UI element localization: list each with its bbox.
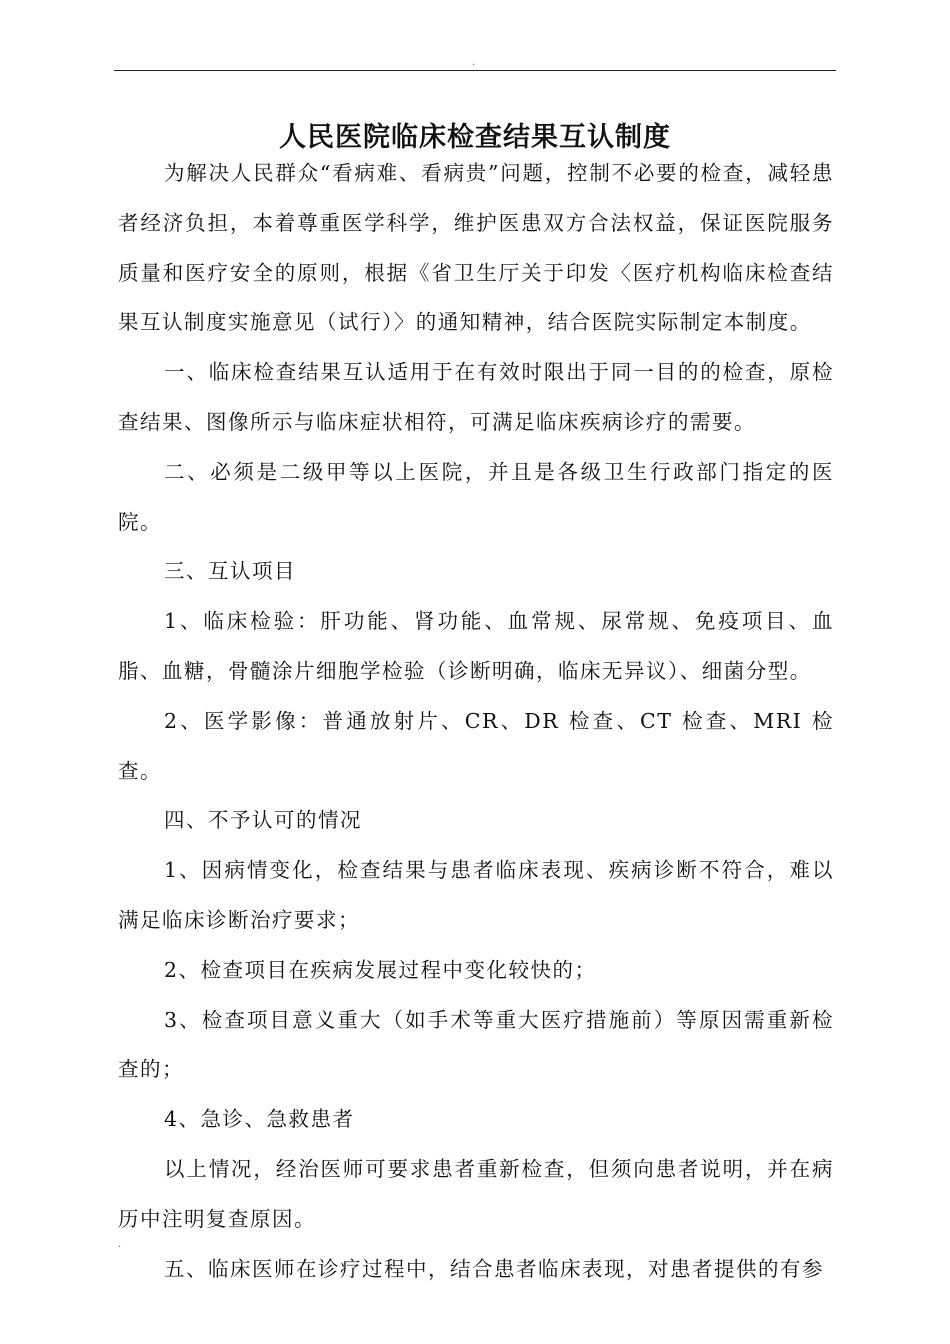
paragraph-section-2: 二、必须是二级甲等以上医院，并且是各级卫生行政部门指定的医院。: [118, 459, 834, 534]
paragraph-note: 以上情况，经治医师可要求患者重新检查，但须向患者说明，并在病历中注明复查原因。: [118, 1156, 834, 1231]
document-title: 人民医院临床检查结果互认制度: [279, 122, 671, 154]
paragraph-item-clinical-lab: 1、临床检验：肝功能、肾功能、血常规、尿常规、免疫项目、血脂、血糖，骨髓涂片细胞学检验（诊断明确，临床无异议）、细菌分型。: [118, 609, 834, 683]
footer-mark: .: [118, 1239, 122, 1250]
paragraph-item-imaging: 2、医学影像：普通放射片、CR、DR 检查、CT 检查、MRI 检查。: [118, 708, 834, 783]
header-rule: [114, 70, 836, 71]
document-body: [118, 149, 834, 1294]
heading-section-4: 四、不予认可的情况: [164, 808, 362, 833]
paragraph-exception-1: 1、因病情变化，检查结果与患者临床表现、疾病诊断不符合，难以满足临床诊断治疗要求；: [118, 858, 834, 932]
paragraph-intro: 为解决人民群众“看病难、看病贵”问题，控制不必要的检查，减轻患者经济负担，本着尊重医学科学，维护医患双方合法权益，保证医院服务质量和医疗安全的原则，根据《省卫生厅关于印发〈医疗机构临床检查结果互认制度实施意见（试行）〉的通知精神，结合医院实际制定本制度。: [118, 161, 834, 335]
paragraph-exception-4: 4、急诊、急救患者: [164, 1107, 355, 1132]
heading-section-3: 三、互认项目: [164, 559, 296, 584]
header-mark: .: [472, 57, 476, 68]
paragraph-section-5: 五、临床医师在诊疗过程中，结合患者临床表现，对患者提供的有参: [164, 1256, 824, 1281]
paragraph-exception-3: 3、检查项目意义重大（如手术等重大医疗措施前）等原因需重新检查的；: [118, 1007, 834, 1082]
paragraph-exception-2: 2、检查项目在疾病发展过程中变化较快的；: [164, 957, 597, 982]
paragraph-section-1: 一、临床检查结果互认适用于在有效时限出于同一目的的检查，原检查结果、图像所示与临床症状相符，可满足临床疾病诊疗的需要。: [118, 360, 834, 434]
